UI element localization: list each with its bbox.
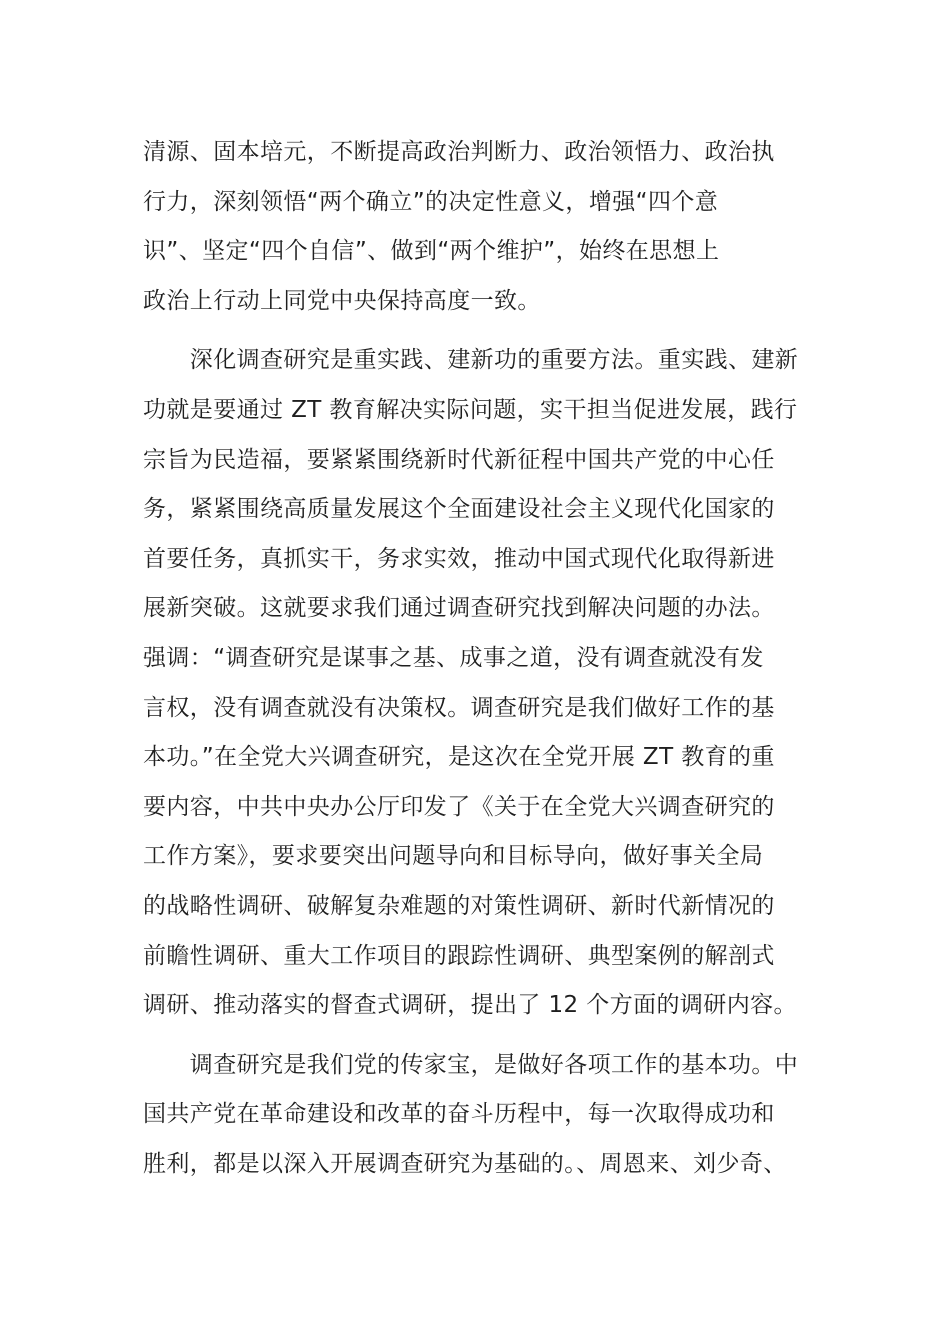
paragraph-3: [143, 1041, 823, 1190]
document-body: [143, 128, 823, 1189]
text-line: 务，紧紧围绕高质量发展这个全面建设社会主义现代化国家的: [143, 496, 775, 523]
paragraph-gap: [143, 326, 823, 336]
text-line: 宗旨为民造福，要紧紧围绕新时代新征程中国共产党的中心任: [143, 446, 775, 473]
text-line: 强调：“调查研究是谋事之基、成事之道，没有调查就没有发: [143, 644, 764, 671]
text-line: 调研、推动落实的督查式调研，提出了 12 个方面的调研内容。: [143, 992, 797, 1019]
text-line: 言权，没有调查就没有决策权。调查研究是我们做好工作的基: [143, 694, 775, 721]
text-line: 工作方案》，要求要突出问题导向和目标导向，做好事关全局: [143, 843, 764, 870]
text-line: 前瞻性调研、重大工作项目的跟踪性调研、典型案例的解剖式: [143, 942, 775, 969]
text-line: 功就是要通过 ZT 教育解决实际问题，实干担当促进发展，践行: [143, 396, 798, 423]
paragraph-2: [143, 336, 823, 1030]
text-line: 国共产党在革命建设和改革的奋斗历程中，每一次取得成功和: [143, 1101, 775, 1128]
text-line: 识”、坚定“四个自信”、做到“两个维护”，始终在思想上: [143, 238, 720, 265]
paragraph-1: [143, 128, 823, 326]
text-line: 本功。”在全党大兴调查研究，是这次在全党开展 ZT 教育的重: [143, 744, 775, 771]
text-line: 政治上行动上同党中央保持高度一致。: [143, 287, 541, 314]
text-line: 首要任务，真抓实干，务求实效，推动中国式现代化取得新进: [143, 545, 775, 572]
paragraph-gap: [143, 1031, 823, 1041]
text-line: 行力，深刻领悟“两个确立”的决定性意义，增强“四个意: [143, 188, 719, 215]
text-line: 清源、固本培元，不断提高政治判断力、政治领悟力、政治执: [143, 139, 775, 165]
text-line: 要内容，中共中央办公厅印发了《关于在全党大兴调查研究的: [143, 793, 775, 820]
text-line: 胜利，都是以深入开展调查研究为基础的。、周恩来、刘少奇、: [143, 1150, 787, 1177]
text-line: 的战略性调研、破解复杂难题的对策性调研、新时代新情况的: [143, 892, 775, 919]
text-line: 展新突破。这就要求我们通过调查研究找到解决问题的办法。: [143, 595, 775, 622]
text-line: 调查研究是我们党的传家宝，是做好各项工作的基本功。中: [143, 1051, 799, 1078]
text-line: 深化调查研究是重实践、建新功的重要方法。重实践、建新: [143, 347, 799, 374]
